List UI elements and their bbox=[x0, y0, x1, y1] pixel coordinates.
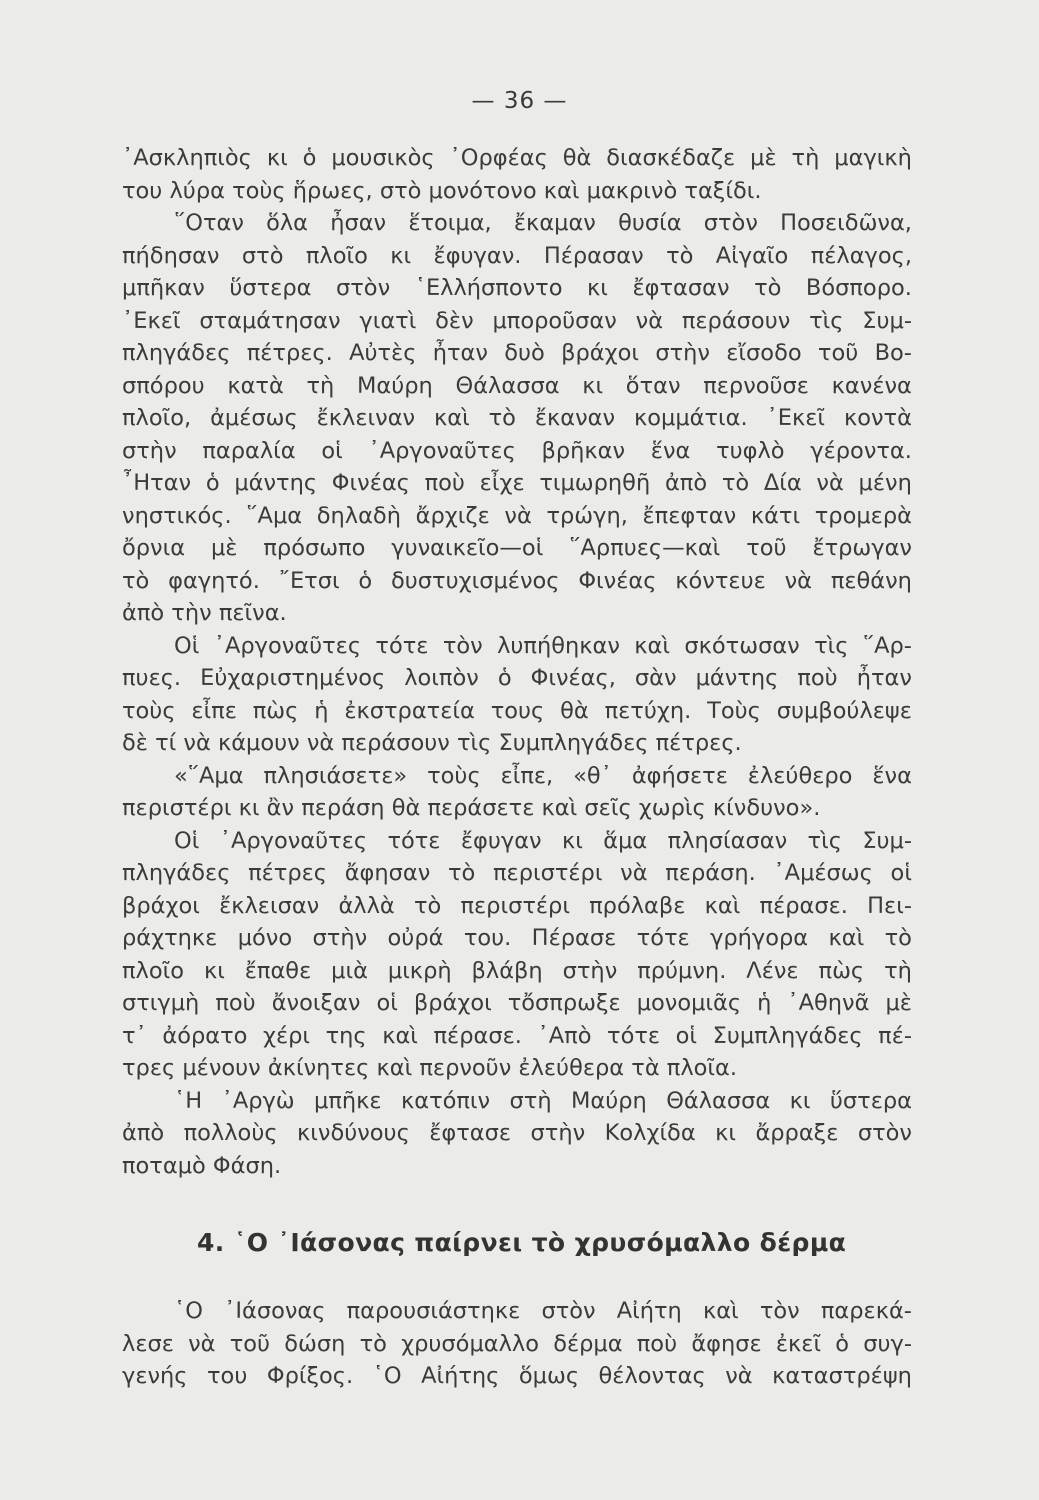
text-line: περιστέρι κι ἂν περάση θὰ περάσετε καὶ σεῖς χωρὶς κίνδυνο». bbox=[122, 795, 821, 821]
text-line: τ᾿ ἀόρατο χέρι της καὶ πέρασε. ᾿Απὸ τότε οἱ Συμπληγάδες πέ- bbox=[122, 1022, 912, 1049]
text-line: λεσε νὰ τοῦ δώση τὸ χρυσόμαλλο δέρμα ποὺ ἄφησε ἐκεῖ ὁ συγ- bbox=[122, 1330, 912, 1357]
text-line: «῞Αμα πλησιάσετε» τοὺς εἶπε, «θ᾿ ἀφήσετε ἐλεύθερο ἕνα bbox=[174, 762, 912, 789]
text-line: στὴν παραλία οἱ ᾿Αργοναῦτες βρῆκαν ἕνα τυφλὸ γέροντα. bbox=[122, 437, 912, 464]
text-line: βράχοι ἔκλεισαν ἀλλὰ τὸ περιστέρι πρόλαβε καὶ πέρασε. Πει- bbox=[122, 892, 912, 919]
page-number: — 36 — bbox=[471, 88, 568, 114]
body-text-bottom bbox=[122, 1295, 912, 1393]
body-text-top bbox=[122, 142, 912, 1182]
text-line: σπόρου κατὰ τὴ Μαύρη Θάλασσα κι ὅταν περνοῦσε κανένα bbox=[122, 372, 912, 399]
text-line: Οἱ ᾿Αργοναῦτες τότε τὸν λυπήθηκαν καὶ σκότωσαν τὶς ῞Αρ- bbox=[174, 632, 912, 659]
text-line: ἀπὸ τὴν πεῖνα. bbox=[122, 600, 287, 626]
text-line: ποταμὸ Φάση. bbox=[122, 1152, 282, 1179]
text-line: πυες. Εὐχαριστημένος λοιπὸν ὁ Φινέας, σὰν μάντης ποὺ ἦταν bbox=[122, 665, 912, 691]
text-line: τὸ φαγητό. ῎Ετσι ὁ δυστυχισμένος Φινέας κόντευε νὰ πεθάνη bbox=[122, 567, 912, 594]
text-line: πλοῖο, ἀμέσως ἔκλειναν καὶ τὸ ἔκαναν κομμάτια. ᾿Εκεῖ κοντὰ bbox=[122, 405, 912, 431]
text-line: πληγάδες πέτρες. Αὐτὲς ἦταν δυὸ βράχοι στὴν εἴσοδο τοῦ Βο- bbox=[122, 340, 912, 366]
text-line: τοὺς εἶπε πὼς ἡ ἐκστρατεία τους θὰ πετύχη. Τοὺς συμβούλεψε bbox=[122, 697, 912, 724]
text-line: ᾿Ασκληπιὸς κι ὁ μουσικὸς ᾿Ορφέας θὰ διασκέδαζε μὲ τὴ μαγικὴ bbox=[122, 145, 912, 171]
text-line: νηστικός. ῞Αμα δηλαδὴ ἄρχιζε νὰ τρώγη, ἔπεφταν κάτι τρομερὰ bbox=[122, 502, 912, 529]
text-line: πήδησαν στὸ πλοῖο κι ἔφυγαν. Πέρασαν τὸ Αἰγαῖο πέλαγος, bbox=[122, 242, 912, 269]
text-line: τρες μένουν ἀκίνητες καὶ περνοῦν ἐλεύθερα τὰ πλοῖα. bbox=[122, 1055, 738, 1081]
text-line: του λύρα τοὺς ἥρωες, στὸ μονότονο καὶ μακρινὸ ταξίδι. bbox=[122, 177, 762, 204]
text-line: μπῆκαν ὕστερα στὸν ῾Ελλήσποντο κι ἔφτασαν τὸ Βόσπορο. bbox=[122, 275, 912, 301]
text-line: πλοῖο κι ἔπαθε μιὰ μικρὴ βλάβη στὴν πρύμνη. Λένε πὼς τὴ bbox=[122, 957, 912, 984]
text-line: ῾Ο ᾿Ιάσονας παρουσιάστηκε στὸν Αἰήτη καὶ τὸν παρεκά- bbox=[174, 1298, 912, 1324]
section-heading: 4. ῾Ο ᾿Ιάσονας παίρνει τὸ χρυσόμαλλο δέρμα bbox=[197, 1228, 847, 1257]
text-line: ᾿Εκεῖ σταμάτησαν γιατὶ δὲν μποροῦσαν νὰ περάσουν τὶς Συμ- bbox=[122, 307, 912, 334]
text-line: δὲ τί νὰ κάμουν νὰ περάσουν τὶς Συμπληγάδες πέτρες. bbox=[122, 730, 742, 756]
text-line: πληγάδες πέτρες ἄφησαν τὸ περιστέρι νὰ περάση. ᾿Αμέσως οἱ bbox=[122, 860, 912, 886]
text-line: γενής του Φρίξος. ῾Ο Αἰήτης ὅμως θέλοντας νὰ καταστρέψη bbox=[122, 1363, 912, 1389]
text-line: ῾Η ᾿Αργὼ μπῆκε κατόπιν στὴ Μαύρη Θάλασσα κι ὕστερα bbox=[174, 1087, 912, 1114]
text-line: ἀπὸ πολλοὺς κινδύνους ἔφτασε στὴν Κολχίδα κι ἄρραξε στὸν bbox=[122, 1120, 912, 1146]
text-line: ῞Οταν ὅλα ἦσαν ἕτοιμα, ἔκαμαν θυσία στὸν Ποσειδῶνα, bbox=[174, 210, 912, 236]
text-line: Οἱ ᾿Αργοναῦτες τότε ἔφυγαν κι ἅμα πλησίασαν τὶς Συμ- bbox=[174, 827, 912, 854]
text-line: ὄρνια μὲ πρόσωπο γυναικεῖο—οἱ ῞Αρπυες—καὶ τοῦ ἔτρωγαν bbox=[122, 535, 912, 561]
text-line: ῏Ηταν ὁ μάντης Φινέας ποὺ εἶχε τιμωρηθῆ ἀπὸ τὸ Δία νὰ μένη bbox=[122, 470, 912, 496]
text-line: ράχτηκε μόνο στὴν οὐρά του. Πέρασε τότε γρήγορα καὶ τὸ bbox=[122, 925, 912, 951]
text-line: στιγμὴ ποὺ ἄνοιξαν οἱ βράχοι τὄσπρωξε μονομιᾶς ἡ ᾿Αθηνᾶ μὲ bbox=[122, 990, 912, 1016]
